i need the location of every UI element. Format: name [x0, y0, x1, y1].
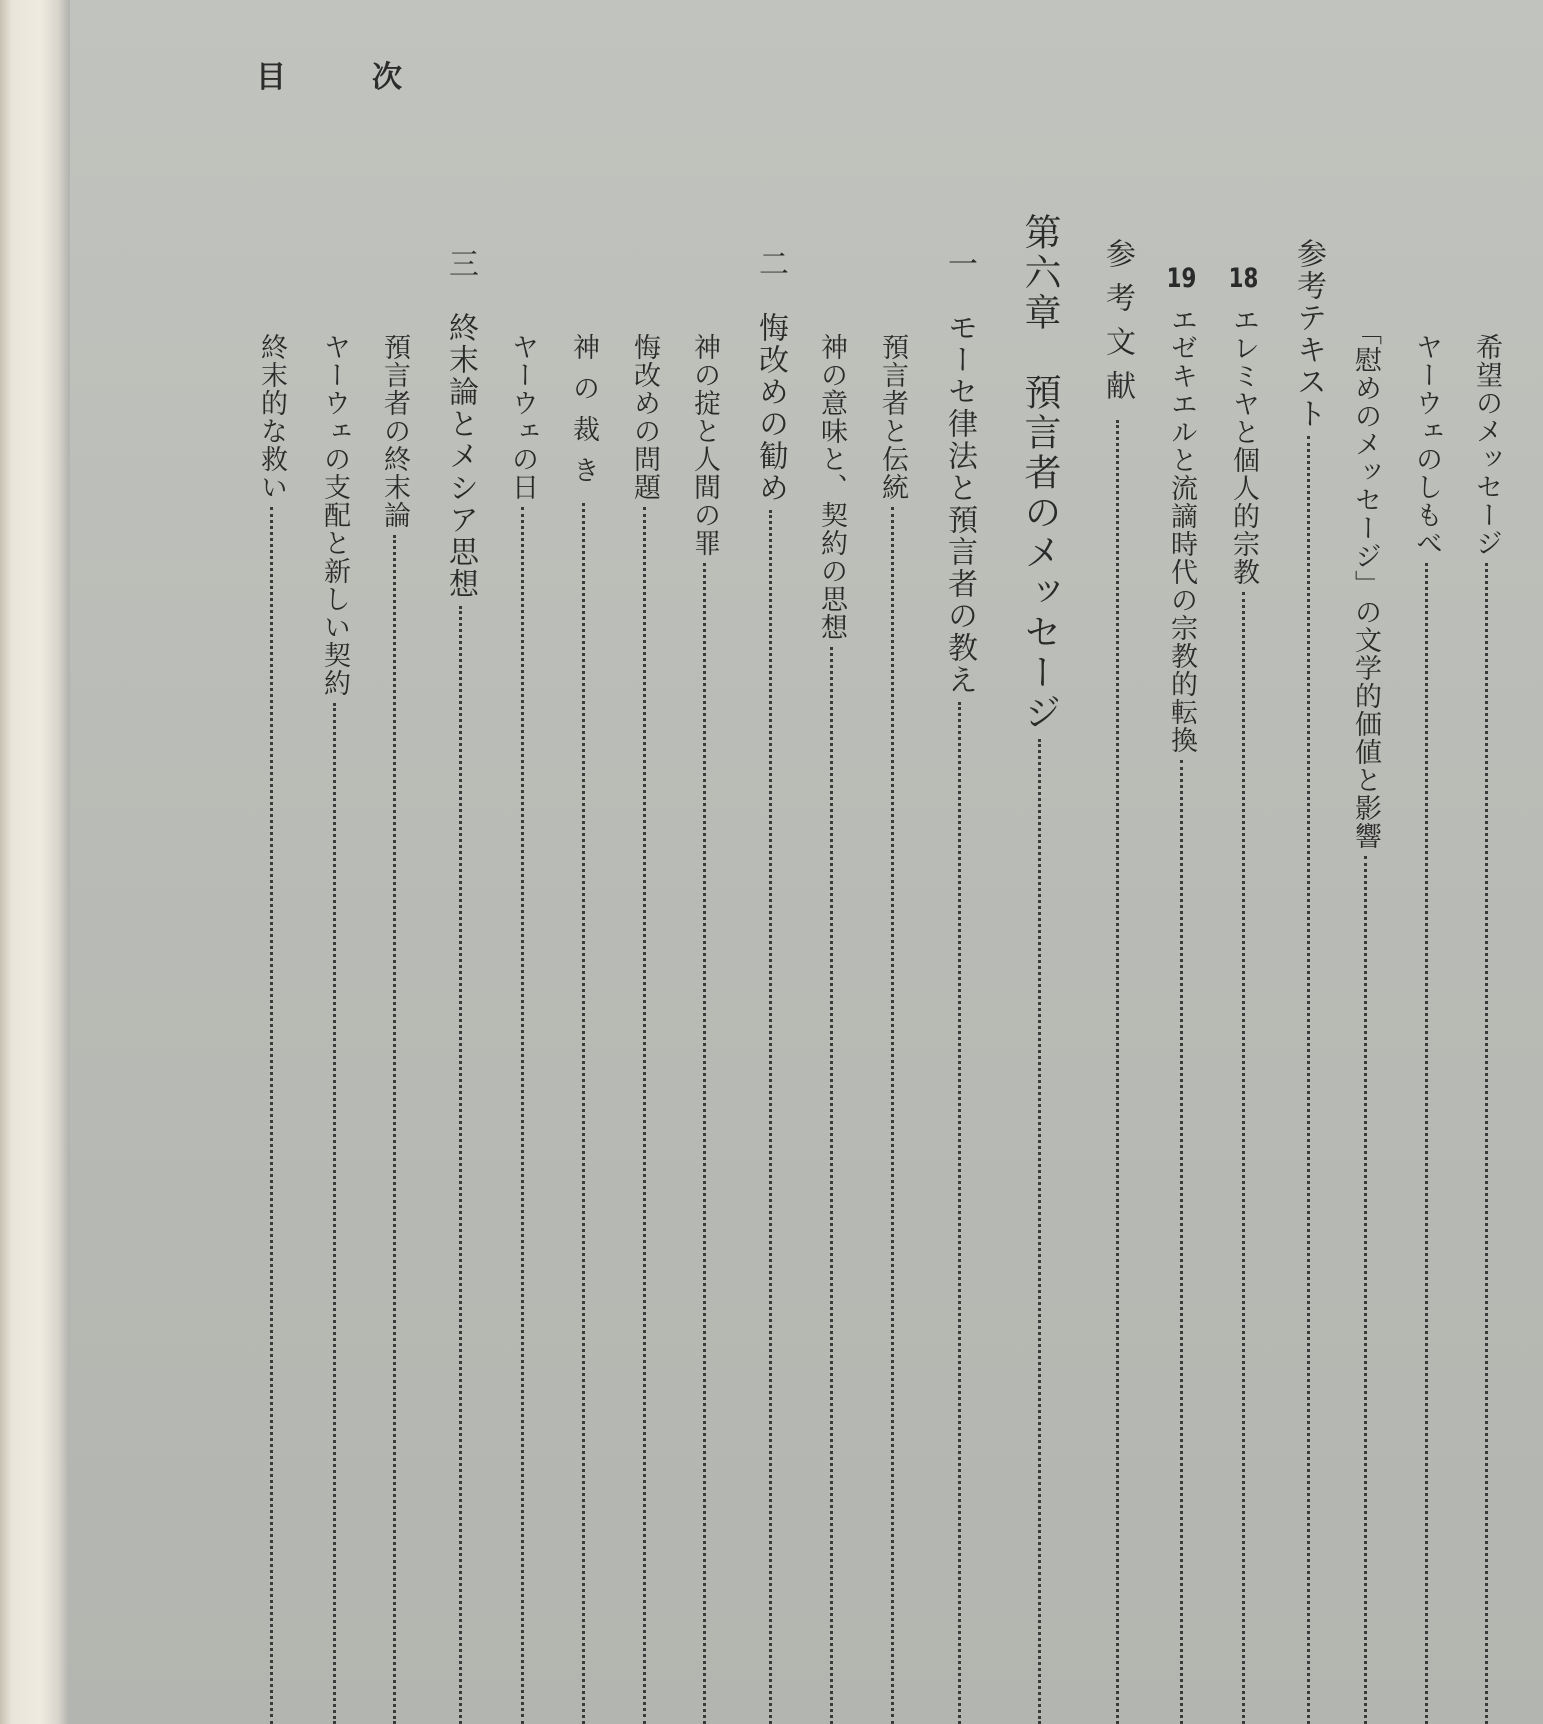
toc-leader-dots [1038, 739, 1041, 1724]
toc-leader-dots [830, 647, 833, 1724]
toc-leader-dots [1116, 420, 1119, 1724]
toc-entry-label: ヤーウェのしもべ [1411, 333, 1442, 557]
toc-leader-dots [582, 503, 585, 1724]
toc-entry-prophetic-eschatology [375, 333, 414, 1724]
toc-leader-dots [1425, 563, 1428, 1724]
toc-entry-label: 悔改めの問題 [629, 333, 660, 501]
toc-entry-section-three [438, 248, 482, 1724]
toc-leader-dots [1242, 592, 1245, 1724]
toc-entry-18 [1224, 265, 1263, 1724]
toc-leader-dots [703, 563, 706, 1724]
toc-entry-prophets-tradition [873, 333, 912, 1724]
toc-leader-dots [769, 510, 772, 1724]
toc-entry-section-one [937, 248, 981, 1724]
toc-entry-consolation-influence [1346, 318, 1385, 1724]
toc-entry-repentance-problem [625, 333, 664, 1724]
toc-entry-section-two [748, 248, 792, 1724]
book-edge [0, 0, 70, 1724]
toc-entry-day-of-yahweh [503, 333, 542, 1724]
toc-leader-dots [1485, 563, 1488, 1724]
toc-entry-label: 終末的な救い [256, 333, 287, 501]
toc-entry-servant [1407, 333, 1446, 1724]
toc-entry-label: ヤーウェの日 [507, 333, 538, 501]
toc-leader-dots [521, 507, 524, 1724]
toc-leader-dots [1180, 760, 1183, 1724]
toc-entry-chapter-six [1012, 213, 1066, 1724]
toc-entry-label: 神の掟と人間の罪 [689, 333, 720, 557]
toc-entry-new-covenant [315, 333, 354, 1724]
toc-entry-label: 一 モーセ律法と預言者の教え [942, 248, 977, 696]
toc-entry-label: 神の裁き [568, 333, 599, 497]
toc-header-right: 次 [372, 60, 402, 95]
toc-entry-label: 神の意味と、契約の思想 [816, 333, 847, 641]
toc-entry-hope-message [1467, 333, 1506, 1724]
toc-entry-label: ヤーウェの支配と新しい契約 [319, 333, 350, 697]
toc-entry-label: 三 終末論とメシア思想 [443, 248, 478, 600]
toc-entry-bibliography [1095, 238, 1139, 1724]
toc-entry-label: 「慰めのメッセージ」の文学的価値と影響 [1350, 318, 1381, 850]
toc-entry-19 [1162, 265, 1201, 1724]
toc-entry-label: 参考文献 [1100, 238, 1135, 414]
toc-header-left: 目 [256, 60, 286, 95]
toc-entry-label: 二 悔改めの勧め [753, 248, 788, 504]
toc-leader-dots [333, 703, 336, 1724]
toc-entry-label: 第六章 預言者のメッセージ [1018, 213, 1061, 733]
toc-entry-label: 参考テキスト [1291, 238, 1326, 430]
toc-entry-label: 預言者の終末論 [379, 333, 410, 529]
toc-entry-eschatological-salvation [252, 333, 291, 1724]
toc-entry-number: 18 [1228, 265, 1259, 292]
toc-leader-dots [891, 507, 894, 1724]
toc-entry-reference-text [1286, 238, 1330, 1724]
toc-leader-dots [1364, 856, 1367, 1724]
toc-entry-covenant-idea [812, 333, 851, 1724]
toc-leader-dots [459, 606, 462, 1724]
toc-entry-number: 19 [1166, 265, 1197, 292]
toc-leader-dots [270, 507, 273, 1724]
toc-leader-dots [1307, 436, 1310, 1724]
toc-entry-label: エレミヤと個人的宗教 [1228, 306, 1259, 586]
toc-entry-judgment [564, 333, 603, 1724]
toc-leader-dots [958, 702, 961, 1724]
toc-leader-dots [643, 507, 646, 1724]
toc-leader-dots [393, 535, 396, 1724]
toc-entry-label: 預言者と伝統 [877, 333, 908, 501]
toc-entry-label: エゼキエルと流謫時代の宗教的転換 [1166, 306, 1197, 754]
toc-entry-law-and-sin [685, 333, 724, 1724]
toc-entry-label: 希望のメッセージ [1471, 333, 1502, 557]
